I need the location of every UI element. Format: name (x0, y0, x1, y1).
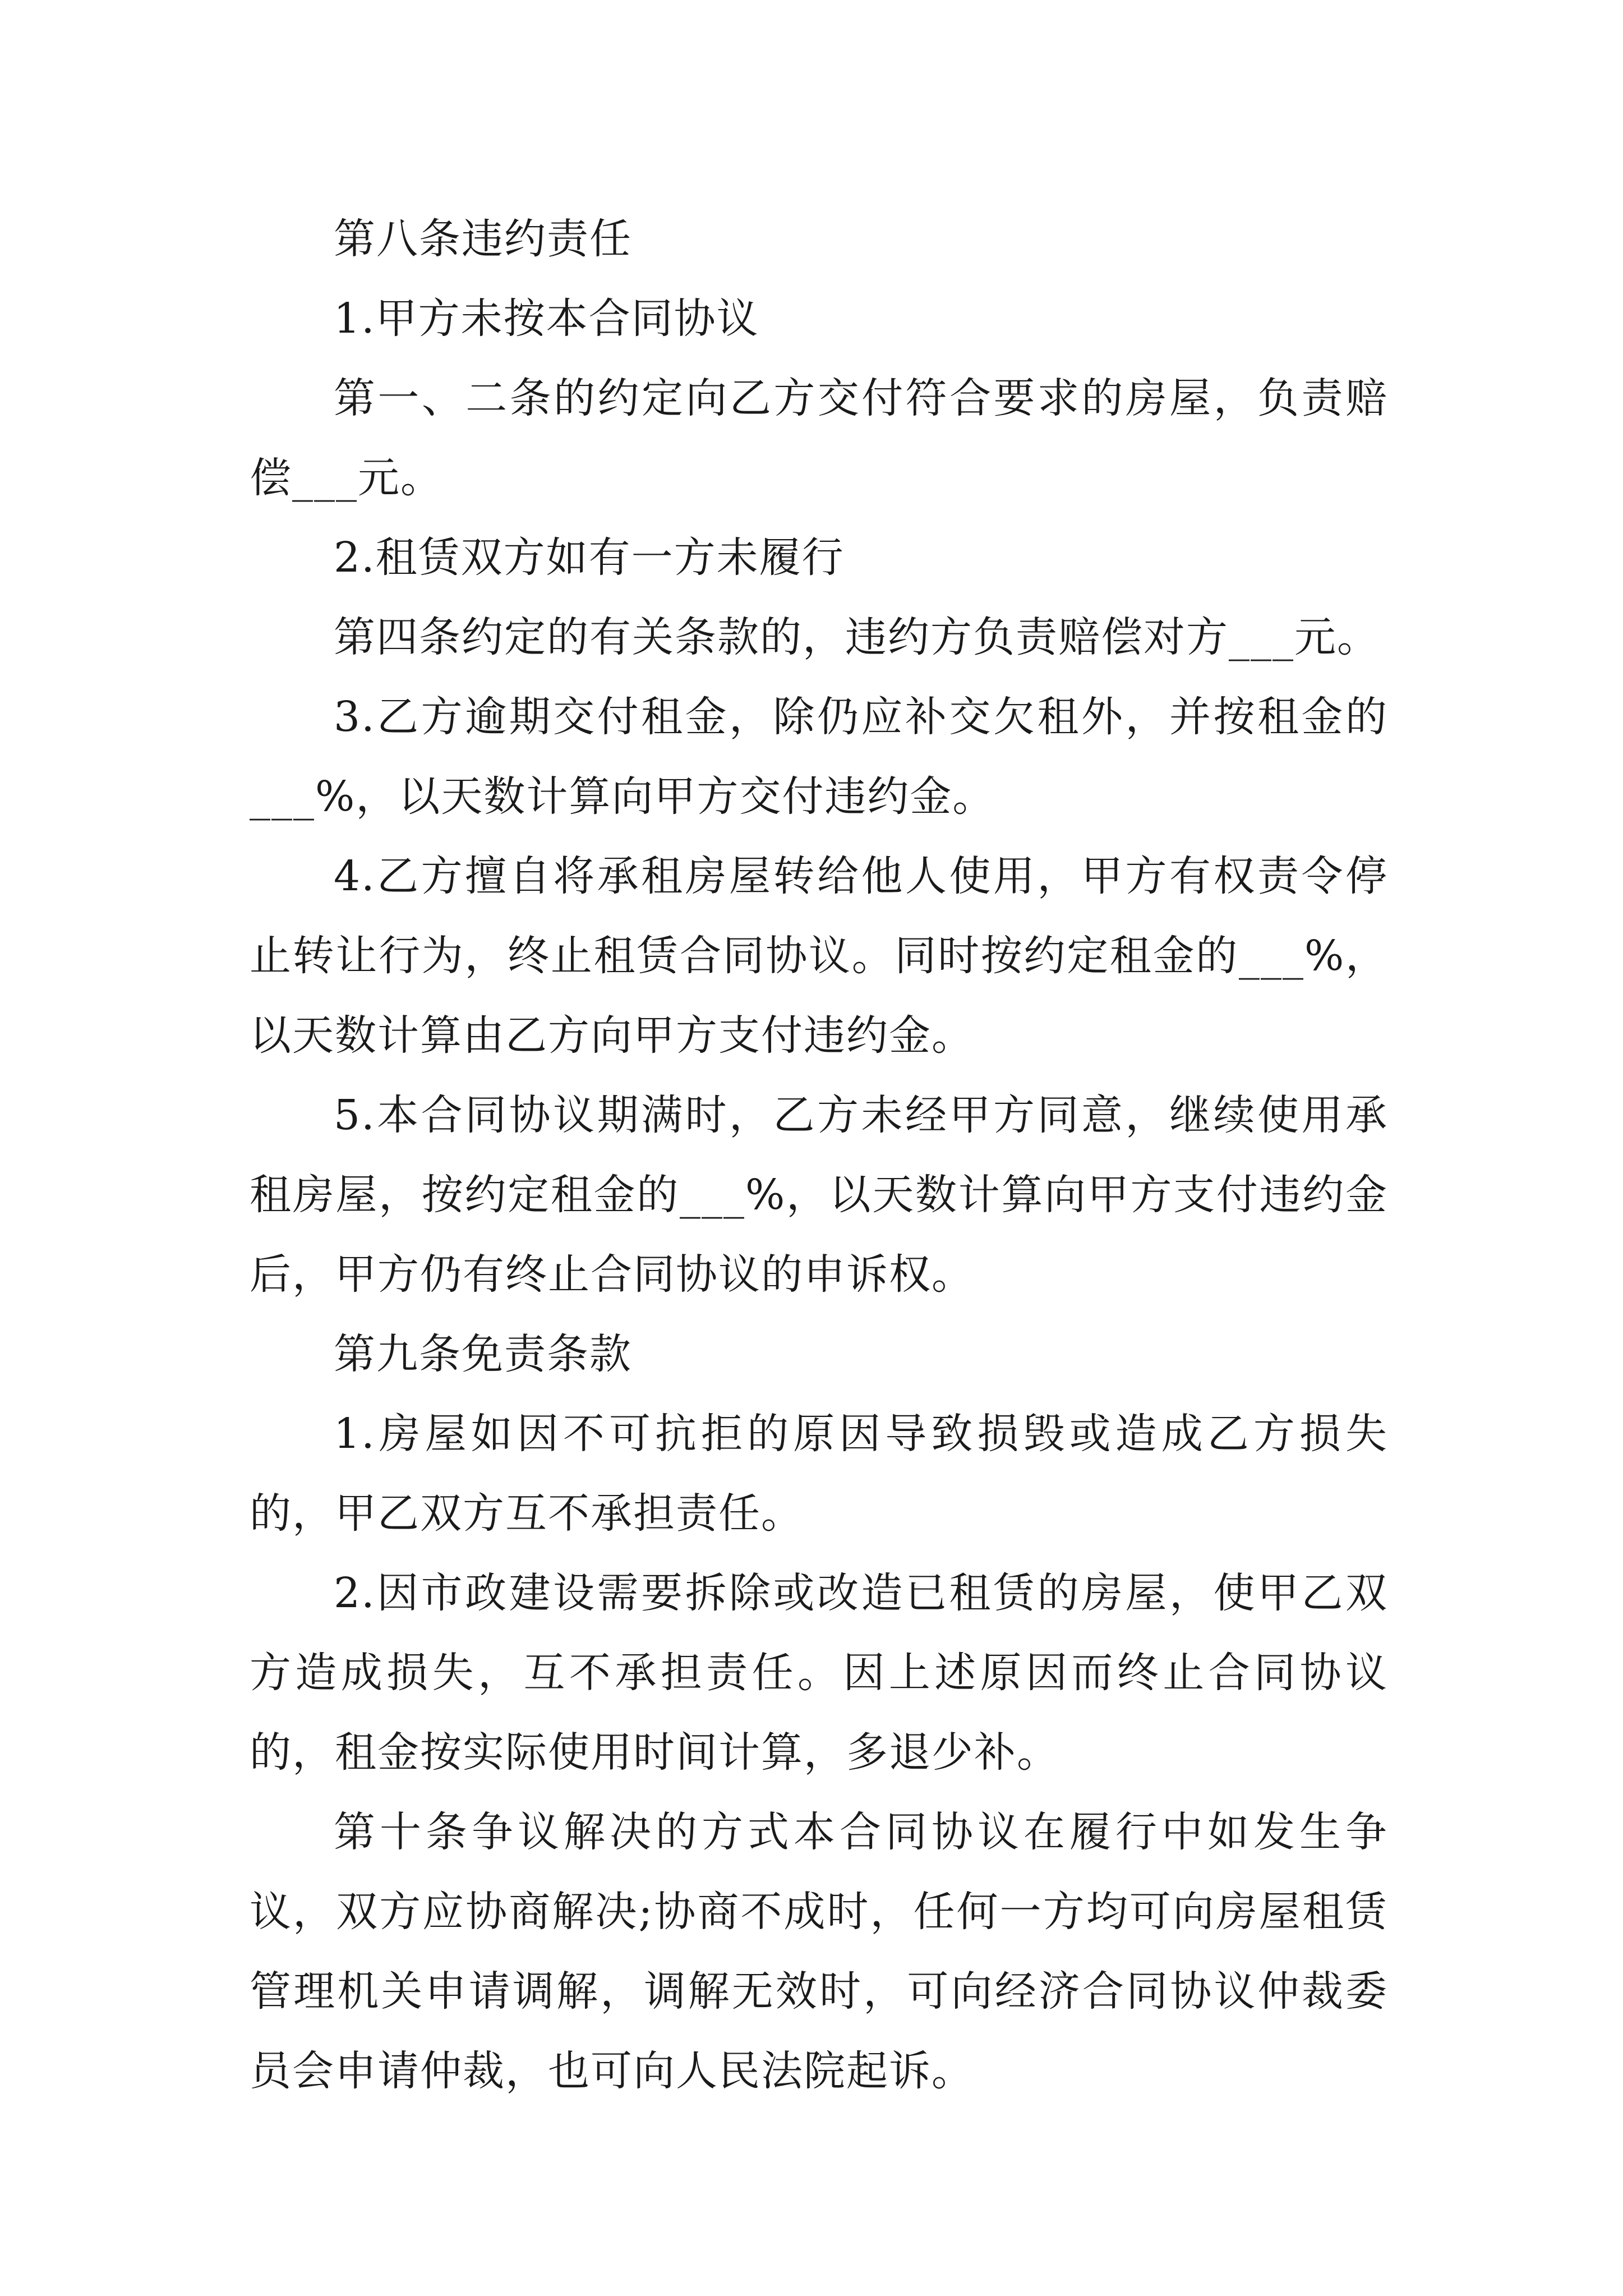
clause-item (250, 1394, 1388, 1553)
clause-item (250, 1553, 1388, 1792)
document-body (250, 199, 1388, 2111)
section-dispute-resolution (250, 1792, 1388, 2111)
section-heading-exemption (250, 1314, 1388, 1394)
paragraph-text: 第一、二条的约定向乙方交付符合要求的房屋，负责赔偿___元。 (250, 374, 1388, 502)
paragraph-text: 4.乙方擅自将承租房屋转给他人使用，甲方有权责令停止转让行为，终止租赁合同协议。同时按约定租金的___%，以天数计算由乙方向甲方支付违约金。 (250, 852, 1388, 1060)
paragraph-text: 1.甲方未按本合同协议 (334, 295, 759, 343)
paragraph-text: 第四条约定的有关条款的，违约方负责赔偿对方___元。 (334, 613, 1380, 661)
clause-item (250, 1075, 1388, 1314)
section-heading-breach (250, 199, 1388, 279)
paragraph-text: 第十条争议解决的方式本合同协议在履行中如发生争议，双方应协商解决;协商不成时，任何一方均可向房屋租赁管理机关申请调解，调解无效时，可向经济合同协议仲裁委员会申请仲裁，也可向人民法院起诉。 (250, 1808, 1388, 2095)
paragraph-text: 第九条免责条款 (334, 1330, 632, 1378)
clause-item (250, 597, 1388, 677)
clause-item (250, 518, 1388, 597)
paragraph-text: 第八条违约责任 (334, 215, 632, 263)
clause-item (250, 358, 1388, 518)
clause-item (250, 677, 1388, 836)
clause-item (250, 279, 1388, 358)
paragraph-text: 3.乙方逾期交付租金，除仍应补交欠租外，并按租金的___%，以天数计算向甲方交付违约金。 (250, 693, 1388, 821)
paragraph-text: 2.因市政建设需要拆除或改造已租赁的房屋，使甲乙双方造成损失，互不承担责任。因上述原因而终止合同协议的，租金按实际使用时间计算，多退少补。 (250, 1569, 1388, 1777)
paragraph-text: 2.租赁双方如有一方未履行 (334, 533, 845, 582)
clause-item (250, 836, 1388, 1075)
paragraph-text: 5.本合同协议期满时，乙方未经甲方同意，继续使用承租房屋，按约定租金的___%，以天数计算向甲方支付违约金后，甲方仍有终止合同协议的申诉权。 (250, 1091, 1388, 1299)
paragraph-text: 1.房屋如因不可抗拒的原因导致损毁或造成乙方损失的，甲乙双方互不承担责任。 (250, 1410, 1388, 1538)
